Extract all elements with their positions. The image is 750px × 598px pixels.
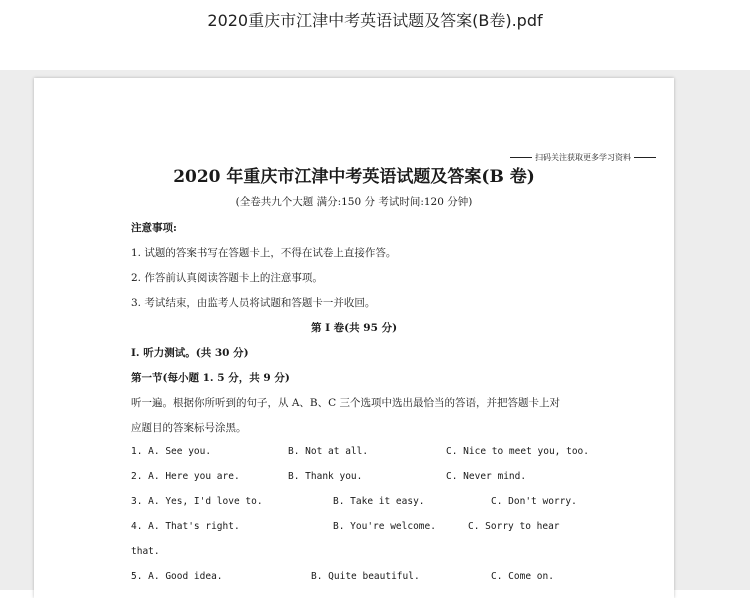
option-b: B. Quite beautiful. bbox=[311, 571, 420, 582]
question-wrap bbox=[131, 546, 581, 560]
document-subtitle: (全卷共九个大题 满分:150 分 考试时间:120 分钟) bbox=[235, 196, 473, 208]
option-a: 5. A. Good idea. bbox=[131, 571, 223, 582]
option-b: B. Not at all. bbox=[288, 446, 369, 457]
viewer-header bbox=[0, 0, 750, 70]
option-c: C. Sorry to hear bbox=[468, 521, 560, 532]
option-c: C. Come on. bbox=[491, 571, 554, 582]
pdf-page bbox=[34, 78, 674, 598]
promo-text: 扫码关注获取更多学习资料 bbox=[535, 153, 631, 162]
option-a: 1. A. See you. bbox=[131, 446, 212, 457]
option-a: 3. A. Yes, I'd love to. bbox=[131, 496, 263, 507]
wrapped-text: that. bbox=[131, 546, 160, 557]
option-a: 2. A. Here you are. bbox=[131, 471, 240, 482]
notice-item: 3. 考试结束，由监考人员将试题和答题卡一并收回。 bbox=[131, 297, 376, 309]
option-c: C. Never mind. bbox=[446, 471, 527, 482]
promo-dash-right bbox=[634, 157, 656, 158]
notice-heading: 注意事项: bbox=[131, 222, 177, 234]
notice-item: 1. 试题的答案书写在答题卡上，不得在试卷上直接作答。 bbox=[131, 247, 397, 259]
question-row bbox=[131, 446, 589, 460]
section-heading: I. 听力测试。(共 30 分) bbox=[131, 347, 249, 359]
notice-item: 2. 作答前认真阅读答题卡上的注意事项。 bbox=[131, 272, 323, 284]
option-b: B. Thank you. bbox=[288, 471, 363, 482]
question-row bbox=[131, 521, 581, 535]
question-row bbox=[131, 571, 581, 585]
part-title: 第 I 卷(共 95 分) bbox=[310, 322, 398, 334]
promo-dash-left bbox=[510, 157, 532, 158]
option-b: B. You're welcome. bbox=[333, 521, 436, 532]
document-title: 2020 年重庆市江津中考英语试题及答案(B 卷) bbox=[173, 167, 535, 187]
option-a: 4. A. That's right. bbox=[131, 521, 240, 532]
option-c: C. Nice to meet you, too. bbox=[446, 446, 589, 457]
question-row bbox=[131, 471, 581, 485]
option-c: C. Don't worry. bbox=[491, 496, 577, 507]
instruction-line: 应题目的答案标号涂黑。 bbox=[131, 422, 247, 434]
question-row bbox=[131, 496, 581, 510]
file-name: 2020重庆市江津中考英语试题及答案(B卷).pdf bbox=[207, 11, 543, 30]
instruction-line: 听一遍。根据你所听到的句子，从 A、B、C 三个选项中选出最恰当的答语，并把答题卡上对 bbox=[131, 397, 561, 409]
subsection-heading: 第一节(每小题 1. 5 分，共 9 分) bbox=[131, 372, 290, 384]
option-b: B. Take it easy. bbox=[333, 496, 425, 507]
